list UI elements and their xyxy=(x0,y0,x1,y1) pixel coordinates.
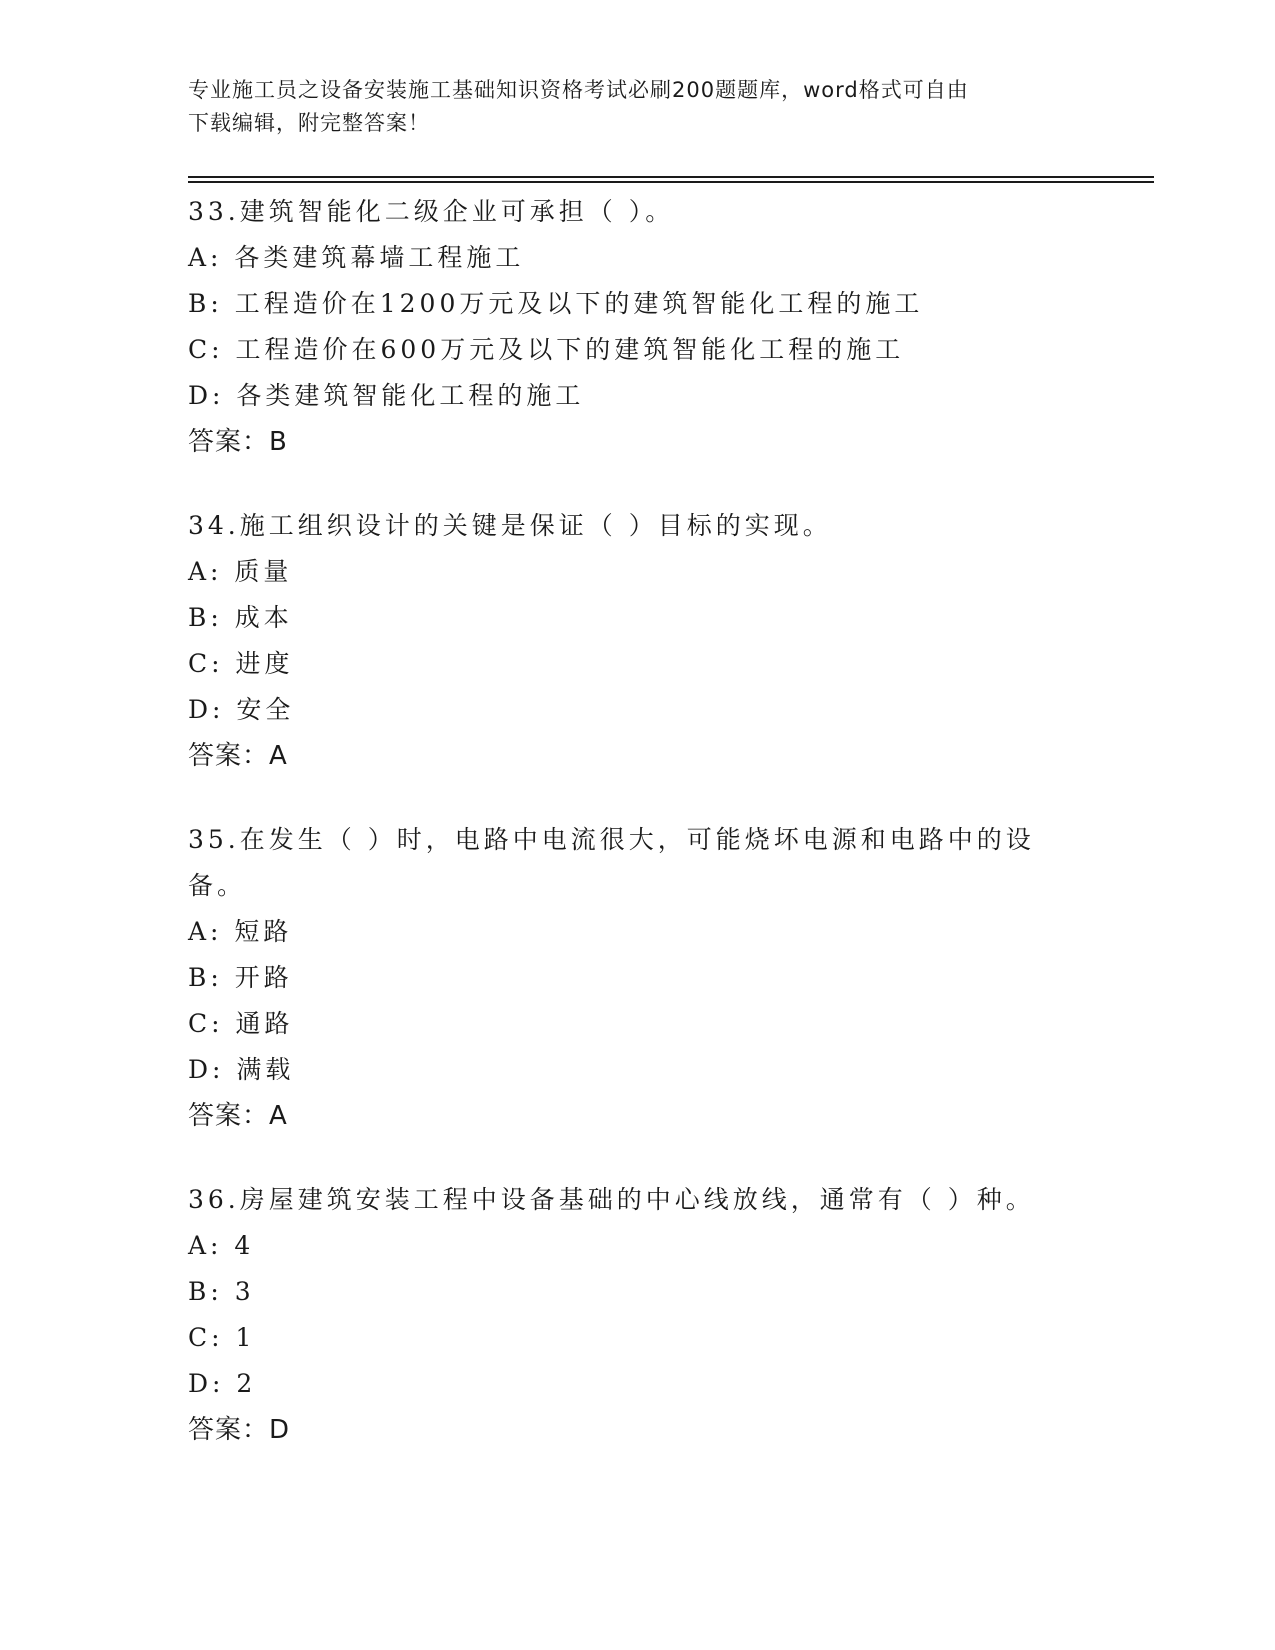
answer-line: 答案：A xyxy=(188,741,288,771)
header-line-1: 专业施工员之设备安装施工基础知识资格考试必刷200题题库，word格式可自由 xyxy=(188,78,969,102)
option-a: A: 各类建筑幕墙工程施工 xyxy=(188,243,525,272)
option-b: B: 3 xyxy=(188,1277,255,1306)
option-d: D: 各类建筑智能化工程的施工 xyxy=(188,381,585,410)
question-33 xyxy=(188,189,1088,465)
option-c: C: 通路 xyxy=(188,1009,294,1038)
option-c: C: 工程造价在600万元及以下的建筑智能化工程的施工 xyxy=(188,335,905,364)
question-stem: 35.在发生（ ）时，电路中电流很大，可能烧坏电源和电路中的设备。 xyxy=(188,825,1035,900)
option-a: A: 质量 xyxy=(188,557,293,586)
question-stem: 36.房屋建筑安装工程中设备基础的中心线放线，通常有（ ）种。 xyxy=(188,1185,1035,1214)
header-divider-bottom xyxy=(188,181,1154,183)
option-a: A: 4 xyxy=(188,1231,255,1260)
question-34 xyxy=(188,503,1088,779)
question-stem: 33.建筑智能化二级企业可承担（ ）。 xyxy=(188,197,675,226)
question-35 xyxy=(188,817,1088,1139)
option-b: B: 开路 xyxy=(188,963,293,992)
document-header xyxy=(188,74,1088,140)
option-c: C: 1 xyxy=(188,1323,256,1352)
option-d: D: 安全 xyxy=(188,695,295,724)
option-d: D: 2 xyxy=(188,1369,257,1398)
answer-line: 答案：D xyxy=(188,1415,291,1445)
answer-line: 答案：B xyxy=(188,427,288,457)
header-line-2: 下载编辑，附完整答案！ xyxy=(188,111,430,135)
answer-line: 答案：A xyxy=(188,1101,288,1131)
question-stem: 34.施工组织设计的关键是保证（ ）目标的实现。 xyxy=(188,511,832,540)
question-36 xyxy=(188,1177,1088,1453)
option-b: B: 成本 xyxy=(188,603,293,632)
option-b: B: 工程造价在1200万元及以下的建筑智能化工程的施工 xyxy=(188,289,924,318)
question-list xyxy=(188,189,1088,1491)
option-c: C: 进度 xyxy=(188,649,294,678)
header-divider-top xyxy=(188,176,1154,178)
option-a: A: 短路 xyxy=(188,917,293,946)
option-d: D: 满载 xyxy=(188,1055,295,1084)
